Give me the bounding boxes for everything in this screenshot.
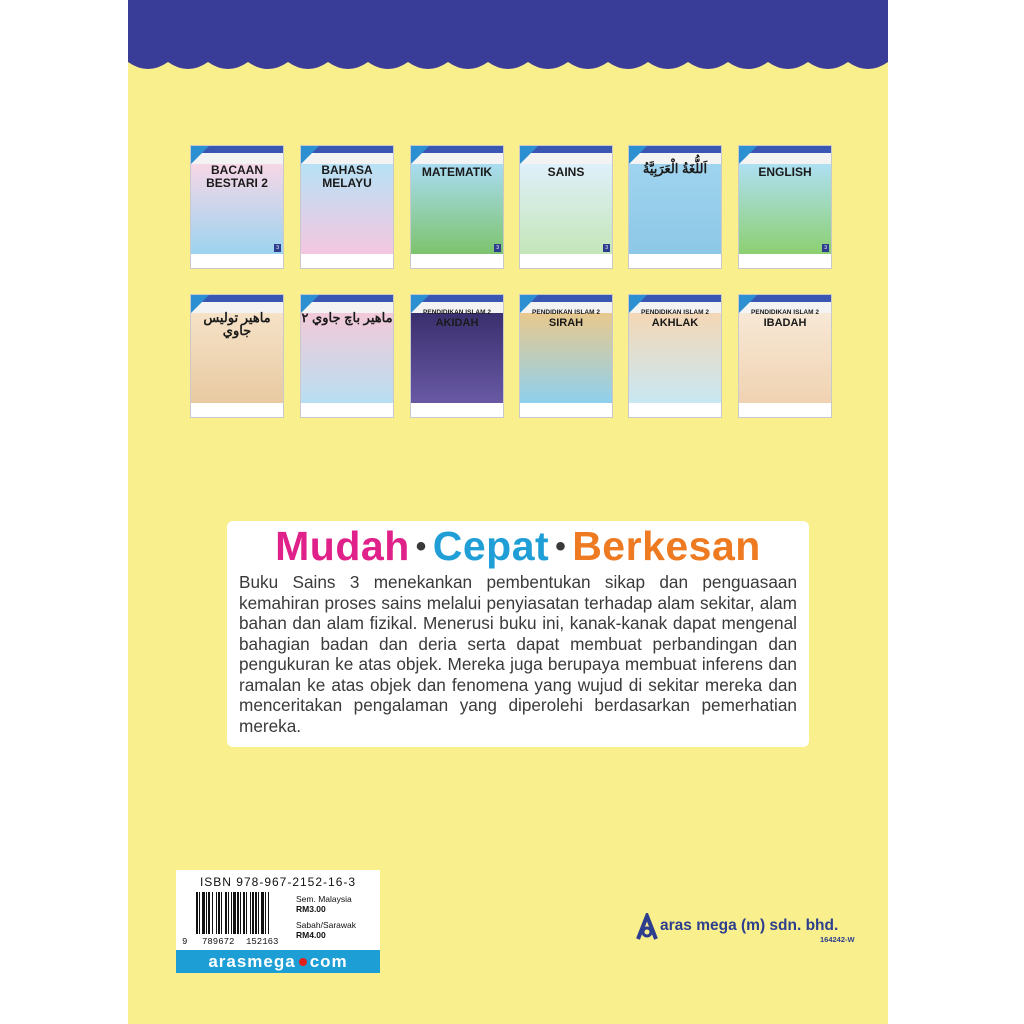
book-name-strip <box>191 254 283 268</box>
barcode-bar <box>228 892 229 934</box>
barcode-bar <box>225 892 227 934</box>
book-title: ماهير توليس جاوي <box>203 310 271 338</box>
book-subtitle: AKHLAK <box>651 317 699 329</box>
tagline-word-mudah: Mudah <box>275 523 410 569</box>
book-title: BACAAN BESTARI 2 <box>206 163 268 190</box>
book-cover-10 <box>519 294 613 418</box>
tagline-separator-1: • <box>415 530 427 563</box>
barcode-bar <box>250 892 251 934</box>
barcode-bar <box>218 892 220 934</box>
book-title: اَللُّغَةُ الْعَرَبِيَّةُ <box>642 161 708 176</box>
publisher-name: aras mega (m) sdn. bhd. <box>660 917 839 934</box>
book-name-strip <box>411 254 503 268</box>
barcode-bar <box>243 892 245 934</box>
book-corner-badge-icon <box>739 146 757 164</box>
book-volume-badge: 3 <box>276 245 279 251</box>
book-cover-4 <box>519 145 613 269</box>
barcode-digits-right: 152163 <box>246 937 279 947</box>
book-cover-3 <box>410 145 504 269</box>
book-cover-1 <box>190 145 284 269</box>
price-list <box>296 894 356 940</box>
barcode-bar <box>252 892 254 934</box>
barcode-bar <box>202 892 205 934</box>
header-wave-band <box>128 0 888 80</box>
barcode-bar <box>246 892 247 934</box>
barcode-bar <box>237 892 239 934</box>
barcode-bar <box>206 892 207 934</box>
book-title: PENDIDIKAN ISLAM 2 <box>751 309 819 316</box>
tagline-word-berkesan: Berkesan <box>572 523 761 569</box>
barcode-digit-first: 9 <box>182 937 188 947</box>
tagline-word-cepat: Cepat <box>432 523 550 569</box>
book-corner-badge-icon <box>411 146 429 164</box>
book-volume-badge: 3 <box>824 245 827 251</box>
book-back-cover <box>128 0 888 1024</box>
book-name-strip <box>520 403 612 417</box>
tagline-separator-2: • <box>555 530 567 563</box>
book-title: MATEMATIK <box>421 165 493 179</box>
barcode-bar <box>208 892 210 934</box>
price-region-peninsular: Sem. Malaysia <box>296 894 352 904</box>
website-dot-icon <box>299 958 307 966</box>
book-cover-12 <box>738 294 832 418</box>
book-name-strip <box>629 403 721 417</box>
book-corner-badge-icon <box>520 146 538 164</box>
book-subtitle: AKIDAH <box>435 317 479 329</box>
publisher-block <box>636 913 866 949</box>
book-name-strip <box>301 403 393 417</box>
isbn-barcode-panel <box>176 870 380 950</box>
aras-mega-logo-icon <box>636 913 658 941</box>
two-kids-reading-at-table-illustration <box>301 310 393 405</box>
barcode-bar <box>221 892 222 934</box>
book-cover-7 <box>190 294 284 418</box>
book-name-strip <box>301 254 393 268</box>
website-banner <box>176 950 380 973</box>
toy-cars-and-mosque-illustration <box>629 161 721 256</box>
barcode-bar <box>233 892 236 934</box>
barcode-digits-left: 789672 <box>202 937 235 947</box>
price-region-sabah-sarawak: Sabah/Sarawak <box>296 920 357 930</box>
barcode-bar <box>240 892 241 934</box>
website-name: arasmega <box>208 952 296 971</box>
book-cover-6 <box>738 145 832 269</box>
book-cover-9 <box>410 294 504 418</box>
book-cover-2 <box>300 145 394 269</box>
website-tld: com <box>309 952 348 971</box>
barcode-bar <box>261 892 264 934</box>
description-panel <box>227 521 809 747</box>
barcode-bar <box>216 892 217 934</box>
barcode-bar <box>265 892 266 934</box>
book-volume-badge: 3 <box>605 245 608 251</box>
book-title: SAINS <box>547 165 585 179</box>
book-title: PENDIDIKAN ISLAM 2 <box>532 309 600 316</box>
price-peninsular: RM3.00 <box>296 904 326 914</box>
price-sabah-sarawak: RM4.00 <box>296 930 326 940</box>
book-subtitle: SIRAH <box>548 317 584 329</box>
book-name-strip <box>739 403 831 417</box>
description-text: Buku Sains 3 menekankan pembentukan sikap dan penguasaan kemahiran proses sains melalui penyiasatan terhadap alam sekitar, alam bahan dan alam fizikal. Menerusi buku ini, kanak-kanak dapat mengenal bahagian badan dan deria serta dapat membuat perbandingan dan pengukuran ke atas objek. Mereka juga berupaya membuat inferens dan ramalan ke atas objek dan fenomena yang wujud di sekitar mereka dan menceritakan pengalaman yang diperolehi berdasarkan pemerhatian mereka. <box>239 572 797 736</box>
book-corner-badge-icon <box>191 146 209 164</box>
publisher-registration: 164242-W <box>820 935 855 944</box>
tagline <box>227 523 809 570</box>
book-subtitle: IBADAH <box>763 317 807 329</box>
book-volume-badge: 3 <box>496 245 499 251</box>
barcode-bar <box>255 892 257 934</box>
book-title: PENDIDIKAN ISLAM 2 <box>423 309 491 316</box>
book-cover-8 <box>300 294 394 418</box>
book-name-strip <box>520 254 612 268</box>
barcode-bar <box>212 892 213 934</box>
book-title: ماهير باچ جاوي ٢ <box>301 310 393 325</box>
barcode-bar <box>231 892 232 934</box>
book-name-strip <box>629 254 721 268</box>
book-corner-badge-icon <box>301 146 319 164</box>
barcode-icon <box>194 892 290 936</box>
book-name-strip <box>411 403 503 417</box>
book-name-strip <box>739 254 831 268</box>
barcode-bar <box>199 892 200 934</box>
barcode-bar <box>258 892 259 934</box>
barcode-bar <box>268 892 269 934</box>
book-title: BAHASA MELAYU <box>321 163 373 190</box>
book-name-strip <box>191 403 283 417</box>
book-title: ENGLISH <box>758 165 812 179</box>
isbn-label: ISBN 978-967-2152-16-3 <box>199 875 357 889</box>
barcode-bar <box>196 892 198 934</box>
book-title: PENDIDIKAN ISLAM 2 <box>641 309 709 316</box>
book-cover-5 <box>628 145 722 269</box>
book-cover-11 <box>628 294 722 418</box>
